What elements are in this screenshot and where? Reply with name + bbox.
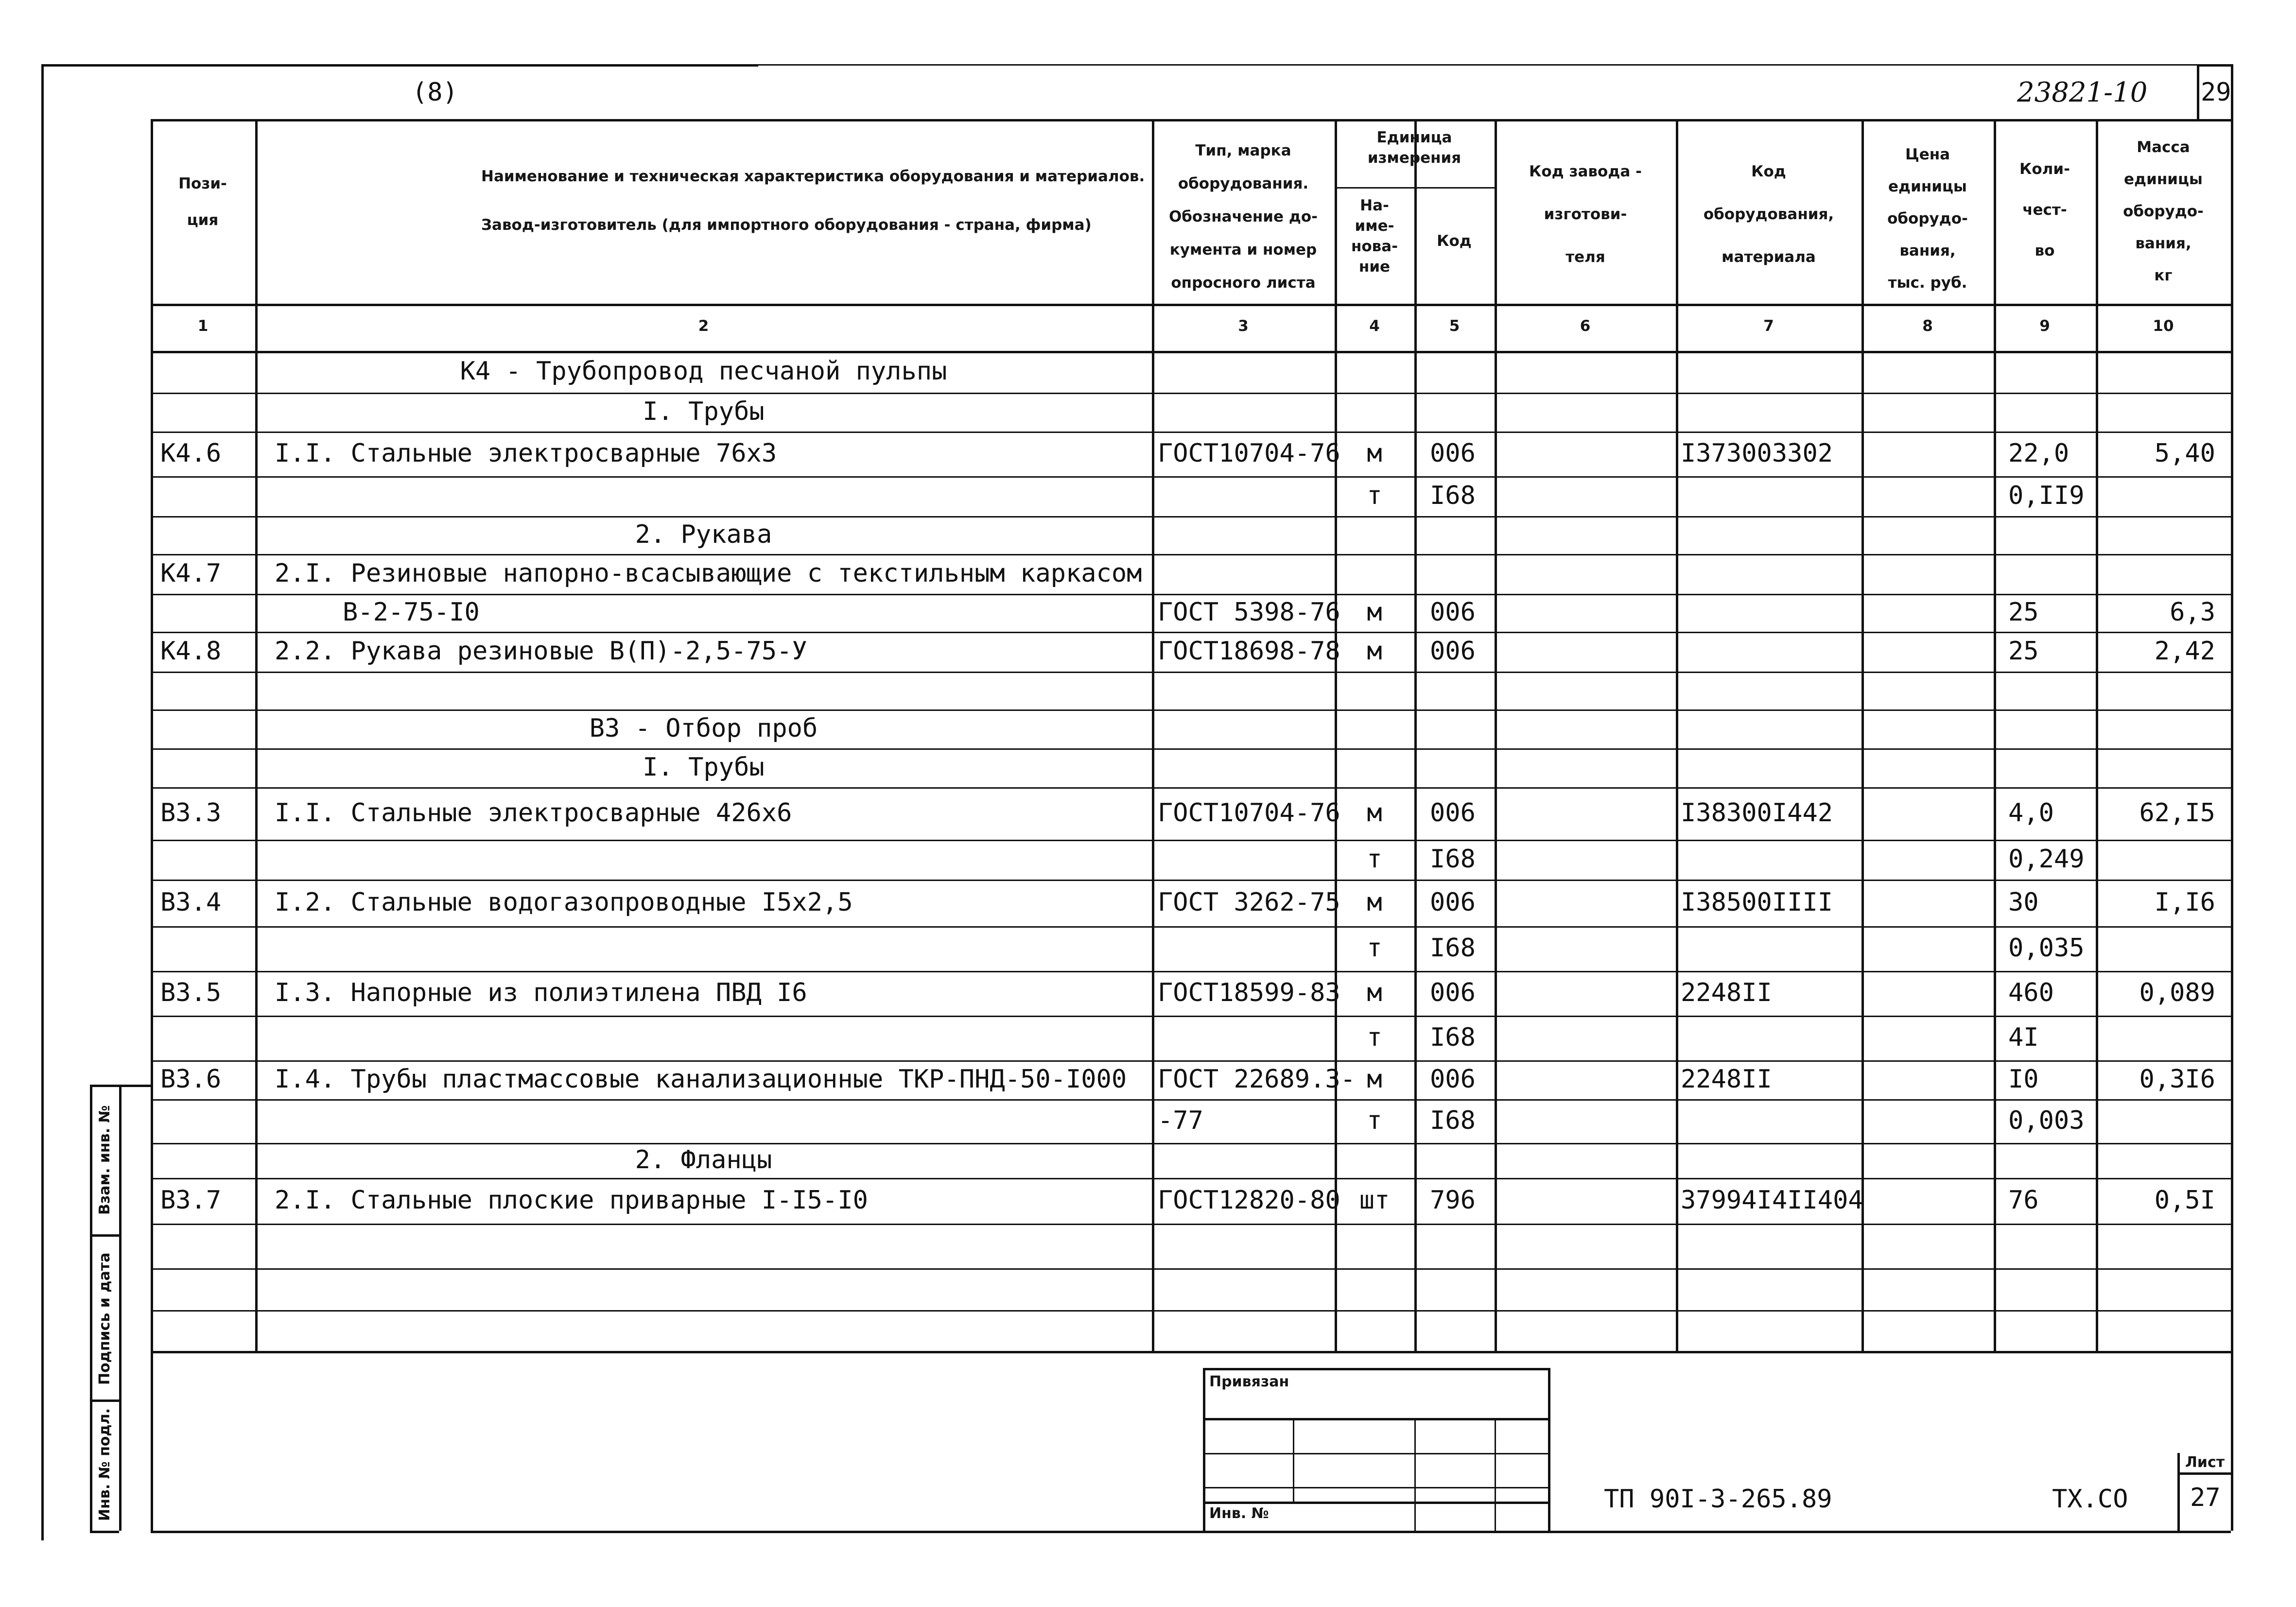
unit-name-cell: м [1367,598,1382,627]
name-cell: 2. Фланцы [635,1145,772,1175]
unit-code-cell: I68 [1430,1023,1476,1052]
unit-code-cell: 006 [1430,637,1476,666]
unit-code-cell: I68 [1430,481,1476,510]
name-cell: К4 - Трубопровод песчаной пульпы [460,357,947,386]
mass-cell: 0,3I6 [2139,1065,2215,1094]
corner-page-number: 29 [2201,78,2231,107]
stamp-privyazan: Привязан [1209,1373,1289,1390]
header-unit-line-1: Единица [1376,129,1452,146]
header-unit-line-2: измерения [1367,149,1461,167]
header-col8-line-1: Цена [1905,146,1950,163]
document-cell: ГОСТ12820-80 [1158,1186,1340,1215]
name-cell: В3 - Отбор проб [589,714,818,743]
header-col4-line-3: нова- [1351,238,1398,255]
mass-cell: 62,I5 [2139,798,2215,828]
header-col7-line-1: Код [1751,163,1786,180]
header-col6-line-3: теля [1565,248,1605,266]
position-cell: К4.6 [160,439,222,468]
quantity-cell: 460 [2008,978,2054,1007]
stamp-code: ТХ.СО [2052,1485,2128,1514]
side-label-podpis: Подпись и дата [96,1252,113,1385]
name-cell: В-2-75-I0 [343,598,480,627]
unit-name-cell: т [1367,933,1382,963]
name-cell: I.I. Стальные электросварные 426х6 [275,798,792,828]
unit-name-cell: т [1367,1106,1382,1135]
header-col7-line-2: оборудования, [1703,206,1834,223]
quantity-cell: 25 [2008,598,2039,627]
header-col9-line-3: во [2035,242,2055,259]
column-number-1: 1 [197,317,209,335]
header-col8-line-3: оборудо- [1887,210,1968,227]
mass-cell: 6,3 [2170,598,2215,627]
quantity-cell: 0,II9 [2008,481,2085,510]
mass-cell: I,I6 [2154,888,2215,917]
header-col3-line-1: Тип, марка [1195,142,1291,159]
stamp-designation: ТП 90I-3-265.89 [1604,1485,1832,1514]
header-col1-line-2: ция [187,211,219,229]
position-cell: В3.3 [160,798,222,828]
header-col5-line-1: Код [1437,232,1472,250]
name-cell: I. Трубы [643,397,765,426]
header-col4-line-2: име- [1355,217,1394,235]
column-number-6: 6 [1580,317,1591,335]
column-number-8: 8 [1922,317,1933,335]
column-number-4: 4 [1369,317,1380,335]
column-number-9: 9 [2039,317,2050,335]
unit-code-cell: 006 [1430,439,1476,468]
material-code-cell: 2248II [1681,1065,1772,1094]
unit-code-cell: I68 [1430,1106,1476,1135]
top-number: (8) [412,78,458,107]
header-col9-line-2: чест- [2022,201,2067,219]
stamp-inv-no: Инв. № [1209,1505,1269,1522]
quantity-cell: 22,0 [2008,439,2070,468]
document-cell: ГОСТ18698-78 [1158,637,1340,666]
unit-code-cell: I68 [1430,933,1476,963]
stamp-sheet-label: Лист [2185,1454,2225,1471]
position-cell: В3.6 [160,1065,222,1094]
header-col8-line-2: единицы [1888,178,1967,195]
quantity-cell: 0,035 [2008,933,2085,963]
column-number-5: 5 [1449,317,1460,335]
quantity-cell: 76 [2008,1186,2039,1215]
unit-name-cell: т [1367,1023,1382,1052]
document-cell: ГОСТ 22689.3- [1158,1065,1356,1094]
document-cell: ГОСТ10704-76 [1158,798,1340,828]
header-col3-line-4: кумента и номер [1169,241,1317,259]
quantity-cell: 0,003 [2008,1106,2085,1135]
column-number-7: 7 [1763,317,1774,335]
header-col6-line-1: Код завода - [1529,163,1642,180]
document-cell: ГОСТ 3262-75 [1158,888,1340,917]
position-cell: К4.7 [160,559,222,588]
unit-name-cell: м [1367,1065,1382,1094]
position-cell: В3.5 [160,978,222,1007]
mass-cell: 0,089 [2139,978,2215,1007]
position-cell: В3.4 [160,888,222,917]
unit-name-cell: м [1367,439,1382,468]
quantity-cell: I0 [2008,1065,2039,1094]
column-number-2: 2 [698,317,709,335]
header-col10-line-2: единицы [2124,171,2203,188]
header-col10-line-1: Масса [2137,138,2190,156]
unit-code-cell: 796 [1430,1186,1476,1215]
unit-name-cell: м [1367,798,1382,828]
quantity-cell: 4,0 [2008,798,2054,828]
mass-cell: 5,40 [2154,439,2215,468]
quantity-cell: 0,249 [2008,845,2085,874]
quantity-cell: 4I [2008,1023,2039,1052]
unit-code-cell: I68 [1430,845,1476,874]
header-col4-line-1: На- [1360,197,1389,214]
header-col8-line-4: вания, [1899,242,1956,259]
material-code-cell: 37994I4II404 [1681,1186,1863,1215]
name-cell: 2. Рукава [635,520,772,549]
unit-name-cell: шт [1359,1186,1390,1215]
column-number-3: 3 [1238,317,1249,335]
header-col10-line-3: оборудо- [2123,203,2204,220]
material-code-cell: I373003302 [1681,439,1833,468]
name-cell: I.I. Стальные электросварные 76х3 [275,439,777,468]
name-cell: I.3. Напорные из полиэтилена ПВД I6 [275,978,807,1007]
unit-code-cell: 006 [1430,598,1476,627]
header-col10-line-4: вания, [2135,235,2192,252]
unit-code-cell: 006 [1430,1065,1476,1094]
unit-name-cell: м [1367,888,1382,917]
document-cell: ГОСТ18599-83 [1158,978,1340,1007]
name-cell: I.4. Трубы пластмассовые канализационные ТКР-ПНД-50-I000 [275,1065,1127,1094]
header-col7-line-3: материала [1722,248,1816,266]
unit-name-cell: т [1367,481,1382,510]
document-cell: ГОСТ10704-76 [1158,439,1340,468]
unit-name-cell: т [1367,845,1382,874]
material-code-cell: I38300I442 [1681,798,1833,828]
header-col9-line-1: Коли- [2019,160,2070,178]
header-col8-line-5: тыс. руб. [1888,274,1967,292]
quantity-cell: 25 [2008,637,2039,666]
header-col6-line-2: изготови- [1544,206,1627,223]
column-number-10: 10 [2153,317,2174,335]
header-col1-line-1: Пози- [178,175,227,192]
header-col2-line-2: Завод-изготовитель (для импортного оборудования - страна, фирма) [481,216,1092,234]
header-col4-line-4: ние [1358,258,1391,276]
header-col3-line-2: оборудования. [1178,175,1309,192]
header-col3-line-5: опросного листа [1171,274,1316,292]
material-code-cell: I38500IIII [1681,888,1833,917]
unit-code-cell: 006 [1430,978,1476,1007]
document-cell: ГОСТ 5398-76 [1158,598,1340,627]
unit-code-cell: 006 [1430,798,1476,828]
name-cell: 2.I. Стальные плоские приварные I-I5-I0 [275,1186,868,1215]
handwritten-number: 23821-10 [2017,77,2148,108]
name-cell: I. Трубы [643,753,765,782]
position-cell: В3.7 [160,1186,222,1215]
header-col3-line-3: Обозначение до- [1168,208,1318,225]
unit-name-cell: м [1367,637,1382,666]
name-cell: 2.I. Резиновые напорно-всасывающие с текстильным каркасом [275,559,1142,588]
material-code-cell: 2248II [1681,978,1772,1007]
header-col10-line-5: кг [2154,267,2173,284]
quantity-cell: 30 [2008,888,2039,917]
name-cell: 2.2. Рукава резиновые В(П)-2,5-75-У [275,637,807,666]
document-cell: -77 [1158,1106,1203,1135]
header-col2-line-1: Наименование и техническая характеристика оборудования и материалов. [481,168,1145,185]
mass-cell: 0,5I [2154,1186,2215,1215]
name-cell: I.2. Стальные водогазопроводные I5х2,5 [275,888,853,917]
position-cell: К4.8 [160,637,222,666]
unit-code-cell: 006 [1430,888,1476,917]
side-label-vzam: Взам. инв. № [96,1105,113,1215]
stamp-sheet-number: 27 [2190,1483,2221,1512]
side-label-inv: Инв. № подл. [96,1408,113,1521]
mass-cell: 2,42 [2154,637,2215,666]
unit-name-cell: м [1367,978,1382,1007]
